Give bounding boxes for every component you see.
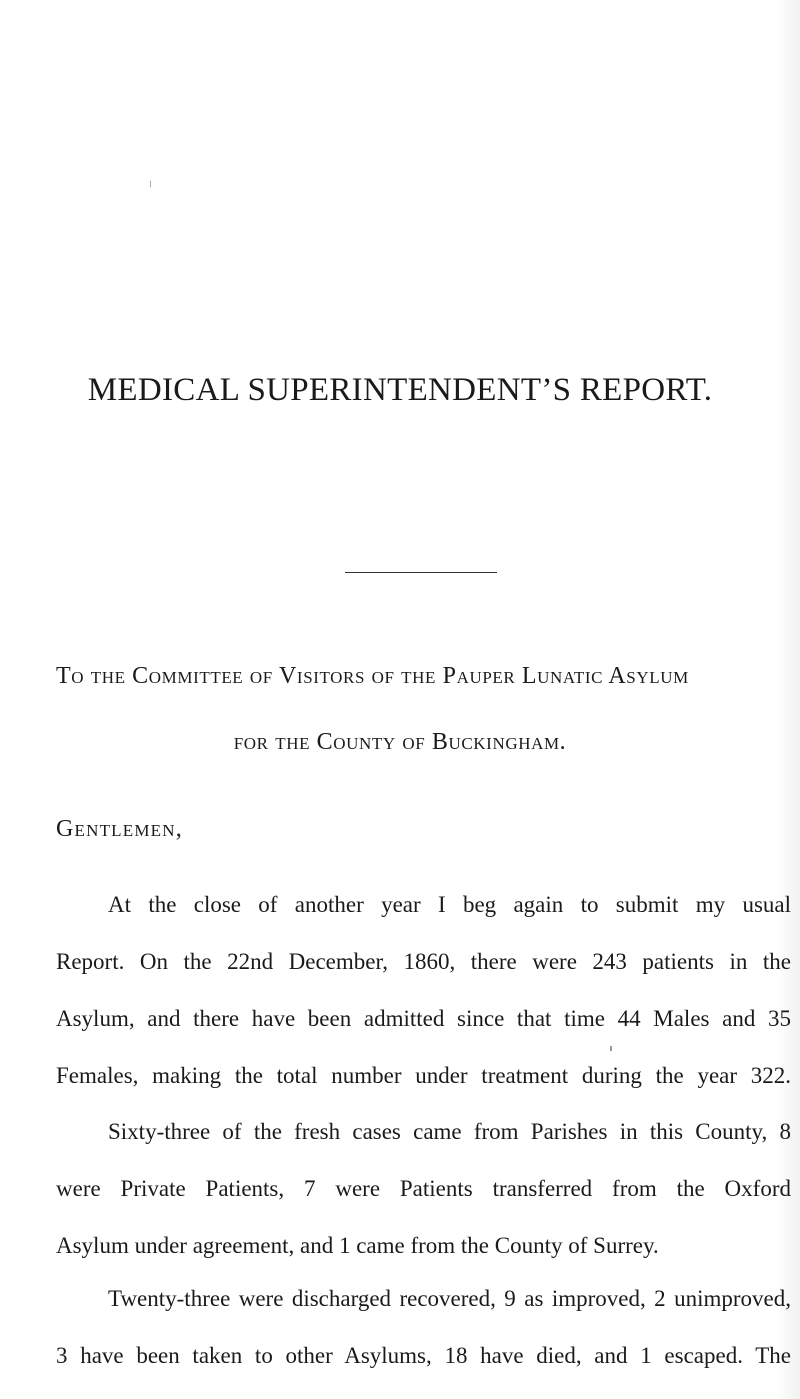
report-title: MEDICAL SUPERINTENDENT’S REPORT.: [87, 372, 713, 408]
paragraph-line: Asylum under agreement, and 1 came from the County of Surrey.: [56, 1233, 659, 1258]
salutation: Gentlemen,: [56, 816, 183, 842]
paragraph-line: 3 have been taken to other Asylums, 18 have died, and 1 escaped. The: [56, 1343, 791, 1368]
paragraph-line: Females, making the total number under treatment during the year 322.: [56, 1063, 791, 1088]
paper-mark: [150, 181, 155, 187]
paragraph-line: Report. On the 22nd December, 1860, there were 243 patients in the: [56, 949, 791, 974]
address-line-1: To the Committee of Visitors of the Pauper Lunatic Asylum: [56, 663, 689, 689]
paragraph-line: At the close of another year I beg again to submit my usual: [108, 892, 791, 917]
paragraph-line: were Private Patients, 7 were Patients transferred from the Oxford: [56, 1176, 791, 1201]
paper-mark: [610, 1046, 612, 1051]
paragraph-line: Twenty-three were discharged recovered, 9 as improved, 2 unimproved,: [108, 1286, 791, 1311]
paragraph-3: [56, 1270, 791, 1384]
paragraph-2: [56, 1103, 791, 1274]
paragraph-line: Asylum, and there have been admitted since that time 44 Males and 35: [56, 1006, 791, 1031]
title-divider: [345, 572, 497, 573]
paragraph-line: Sixty-three of the fresh cases came from Parishes in this County, 8: [108, 1119, 791, 1144]
paragraph-1: [56, 876, 791, 1104]
address-line-2: for the County of Buckingham.: [233, 729, 567, 755]
